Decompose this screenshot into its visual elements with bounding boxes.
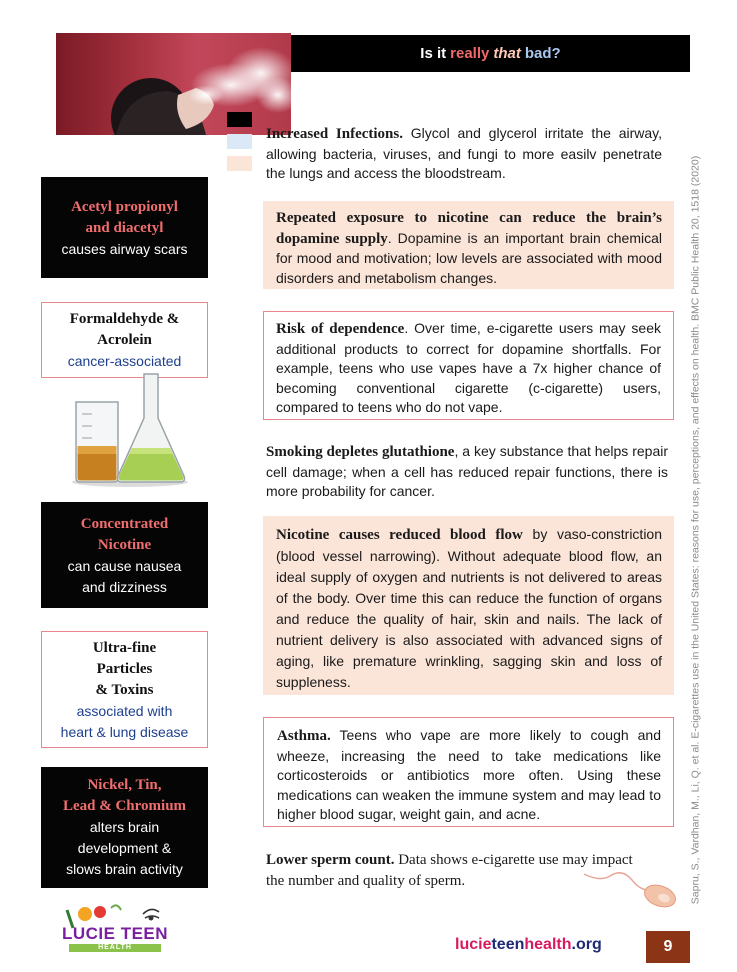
callout-text: alters brain (89, 819, 160, 835)
callout-text: cancer-associated (67, 353, 182, 369)
section-title: Smoking depletes glutathione (266, 444, 455, 460)
section-title: Asthma. (277, 728, 331, 744)
callout-heading: Acetyl propionyl (71, 199, 178, 215)
swatch-blue (227, 134, 252, 149)
section-body: , a key substance that helps repair cell damage; when a cell has reduced repair functions, there is more probability for cancer. (266, 443, 669, 499)
section-title: Nicotine causes reduced blood flow (276, 527, 523, 543)
section-blood-flow (263, 516, 674, 695)
swatch-black (227, 112, 252, 127)
section-dependence (263, 311, 674, 420)
callout-heading: Ultra-fine (92, 640, 157, 656)
title-prefix: Is it (420, 45, 447, 62)
callout-heading: Particles (96, 661, 153, 677)
callout-formaldehyde (41, 302, 208, 378)
swatch-peach (227, 156, 252, 171)
section-body: by vaso-constriction (blood vessel narrowing). Without adequate blood flow, an ideal supply of oxygen and nutrients is not delivered to areas of the body. Over time this can reduce the function of organs and reduce the quality of hair, skin and nails. The lack of nutrient delivery is also associated with advanced signs of aging, like premature wrinkling, sagging skin and loss of suppleness. (276, 526, 662, 690)
title-really: really (450, 45, 490, 62)
section-body: . Over time, e-cigarette users may seek additional products to correct for dopamine shortfalls. For example, teens who use vapes have a 7x higher chance of becoming conventional cigarette (c-cigarette) users, compared to teens who do not vape. (276, 320, 661, 415)
callout-text: and dizziness (82, 579, 167, 595)
section-body: Glycol and glycerol irritate the airway, allowing bacteria, viruses, and fungi to more easilv penetrate the lungs and access the bloodstream. (266, 125, 663, 181)
callout-acetyl (41, 177, 208, 278)
callout-heading: Lead & Chromium (62, 798, 187, 814)
section-infections (266, 124, 662, 184)
section-asthma (263, 717, 674, 827)
logo-subtext: HEALTH (98, 944, 132, 951)
callout-heading: Acrolein (97, 332, 152, 348)
section-title: Lower sperm count. (266, 852, 395, 868)
citation-vertical (681, 140, 711, 920)
callout-heading: & Toxins (95, 682, 154, 698)
page-title (291, 35, 690, 72)
section-body: Teens who vape are more likely to cough and wheeze, increasing the need to take medications like corticosteroids or antibiotics more often. Using these medications can weaken the immune system and may lead to higher blood sugar, weight gain, and acne. (277, 727, 661, 822)
callout-nicotine (41, 502, 208, 608)
title-that: that (493, 45, 521, 62)
citation-text: Sapru, S., Vardhan, M., Li, Q. et al. E-cigarettes use in the United States: reasons for use, perceptions, and effects on health. BMC Public Health 20, 1518 (2020) (689, 155, 702, 905)
section-body: Data shows e-cigarette use may impact the number and quality of sperm. (266, 852, 633, 889)
lucie-teen-health-logo (55, 902, 175, 960)
callout-text: development & (77, 840, 172, 856)
sperm-illustration (580, 860, 680, 920)
callout-metals (41, 767, 208, 888)
website-link[interactable]: lucieteenhealth.org (455, 936, 602, 953)
callout-particles (41, 631, 208, 748)
callout-heading: Formaldehyde & (69, 311, 180, 327)
callout-heading: Nicotine (97, 537, 152, 553)
callout-text: causes airway scars (61, 241, 188, 257)
section-body: . Dopamine is an important brain chemical for mood and motivation; low levels are associated with mood disorders and metabolism changes. (276, 229, 662, 286)
callout-heading: and diacetyl (85, 220, 164, 236)
beakers-illustration (70, 370, 190, 488)
callout-heading: Concentrated (80, 516, 169, 532)
callout-text: slows brain activity (66, 861, 183, 877)
section-title: Repeated exposure to nicotine can reduce the brain’s dopamine supply (276, 210, 662, 247)
section-title: Increased Infections. (266, 126, 403, 142)
callout-text: can cause nausea (67, 558, 182, 574)
callout-heading: Nickel, Tin, (87, 777, 162, 793)
page-number: 9 (646, 931, 690, 963)
callout-text: heart & lung disease (60, 724, 189, 740)
title-bad: bad? (524, 45, 561, 62)
section-glutathione (266, 442, 668, 502)
section-title: Risk of dependence (276, 321, 405, 337)
section-dopamine (263, 201, 674, 289)
callout-text: associated with (76, 703, 173, 719)
logo-text: LUCIE TEEN (61, 924, 169, 943)
vaping-photo (56, 33, 291, 135)
